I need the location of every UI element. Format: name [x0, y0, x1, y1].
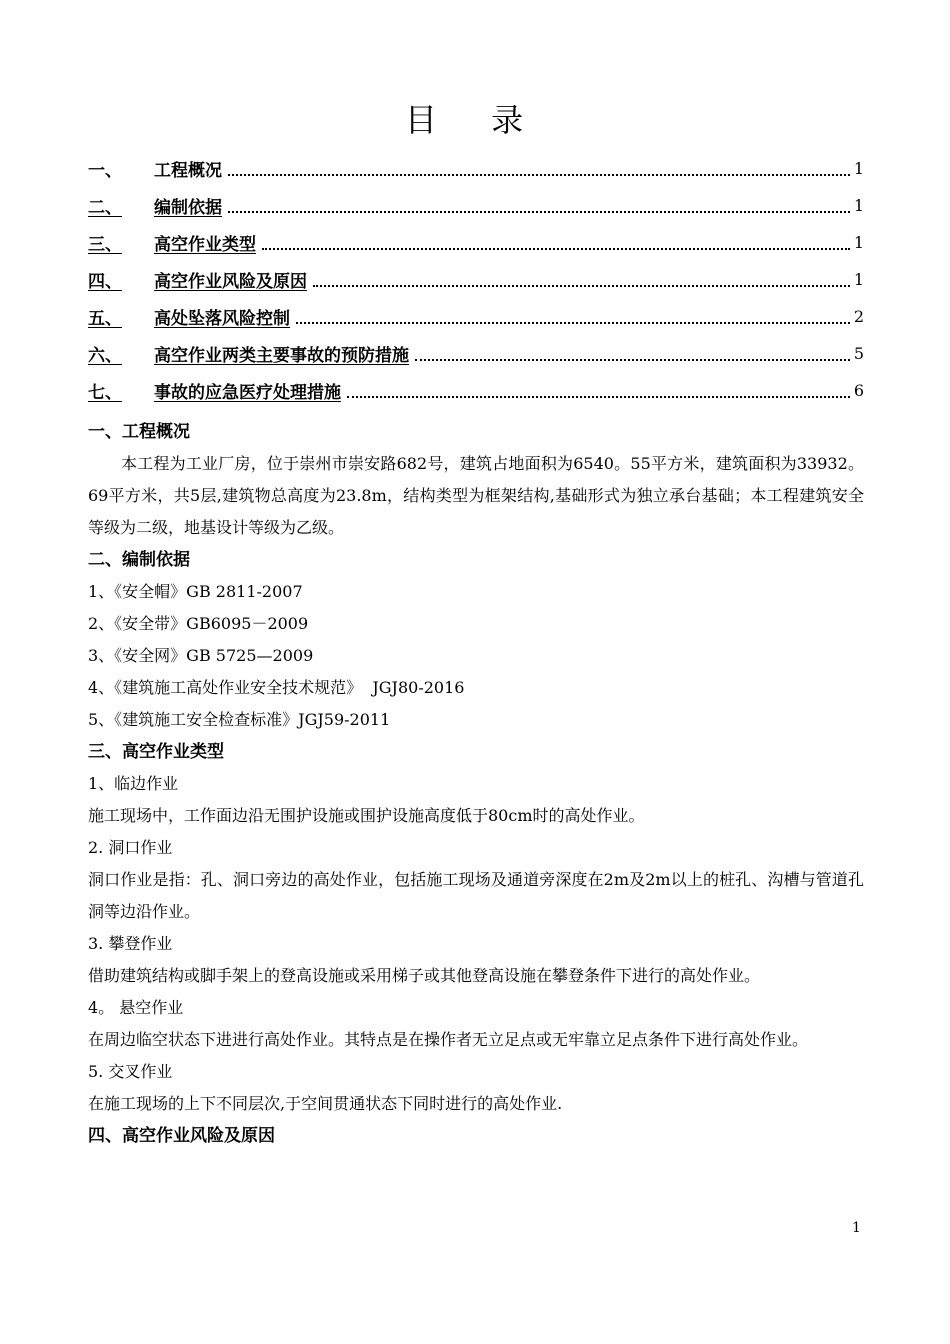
toc-leader-dots	[415, 347, 850, 361]
subsection-title: 3. 攀登作业	[88, 934, 173, 953]
toc-leader-dots	[313, 273, 850, 287]
toc-entry[interactable]	[88, 187, 864, 224]
toc-entry[interactable]	[88, 372, 864, 409]
toc-leader-dots	[347, 384, 850, 398]
page-number: 1	[852, 1220, 861, 1236]
toc-entry-page: 2	[853, 307, 864, 326]
paragraph: 借助建筑结构或脚手架上的登高设施或采用梯子或其他登高设施在攀登条件下进行的高处作业。	[88, 966, 761, 985]
toc-entry-title: 工程概况	[154, 161, 222, 181]
toc-entry-page: 1	[853, 196, 864, 215]
toc-title: 目 录	[404, 101, 546, 139]
toc-entry-number: 六、	[88, 346, 122, 366]
subsection-title: 4。 悬空作业	[88, 998, 184, 1017]
toc-entry[interactable]	[88, 335, 864, 372]
paragraph: 在周边临空状态下进进行高处作业。其特点是在操作者无立足点或无牢靠立足点条件下进行高处作业。	[88, 1030, 809, 1049]
toc-entry-page: 6	[853, 381, 864, 400]
list-item: 4、《建筑施工高处作业安全技术规范》 JGJ80-2016	[88, 678, 465, 697]
paragraph: 在施工现场的上下不同层次,于空间贯通状态下同时进行的高处作业.	[88, 1094, 563, 1113]
subsection-title: 5. 交叉作业	[88, 1062, 173, 1081]
list-item: 1、《安全帽》GB 2811-2007	[88, 582, 303, 601]
toc-entry-number: 四、	[88, 272, 122, 292]
list-item: 2、《安全带》GB6095－2009	[88, 614, 309, 633]
paragraph: 洞口作业是指：孔、洞口旁边的高处作业，包括施工现场及通道旁深度在2m及2m以上的桩孔、沟槽与管道孔洞等边沿作业。	[88, 870, 864, 921]
toc-entry-page: 5	[853, 344, 864, 363]
toc-leader-dots	[228, 162, 850, 176]
subsection-title: 2. 洞口作业	[88, 838, 173, 857]
section-heading: 四、高空作业风险及原因	[88, 1126, 275, 1146]
toc-entry-number: 七、	[88, 383, 122, 403]
paragraph: 本工程为工业厂房，位于崇州市崇安路682号，建筑占地面积为6540。55平方米，建筑面积为33932。69平方米，共5层,建筑物总高度为23.8m，结构类型为框架结构,基础形式为独立承台基础；本工程建筑安全等级为二级，地基设计等级为乙级。	[88, 454, 864, 537]
toc-entry-number: 五、	[88, 309, 122, 329]
toc-entry[interactable]	[88, 150, 864, 187]
section-heading: 二、编制依据	[88, 550, 190, 570]
toc-entry-number: 二、	[88, 198, 122, 218]
subsection-title: 1、临边作业	[88, 774, 179, 793]
toc-entry-number: 一、	[88, 161, 122, 181]
toc-entry-title: 编制依据	[154, 198, 222, 218]
toc-entry-page: 1	[853, 233, 864, 252]
toc-entry[interactable]	[88, 298, 864, 335]
section-heading: 一、工程概况	[88, 422, 190, 442]
toc-entry-title: 高处坠落风险控制	[154, 309, 290, 329]
toc-entry-number: 三、	[88, 235, 122, 255]
document-body	[88, 416, 864, 1152]
table-of-contents	[88, 150, 864, 409]
toc-entry-title: 事故的应急医疗处理措施	[154, 383, 341, 403]
toc-leader-dots	[262, 236, 850, 250]
toc-entry[interactable]	[88, 224, 864, 261]
paragraph: 施工现场中，工作面边沿无围护设施或围护设施高度低于80cm时的高处作业。	[88, 806, 645, 825]
toc-leader-dots	[228, 199, 850, 213]
toc-entry-page: 1	[853, 159, 864, 178]
toc-entry-page: 1	[853, 270, 864, 289]
section-heading: 三、高空作业类型	[88, 742, 224, 762]
toc-leader-dots	[296, 310, 850, 324]
toc-entry-title: 高空作业风险及原因	[154, 272, 307, 292]
toc-entry[interactable]	[88, 261, 864, 298]
list-item: 3、《安全网》GB 5725—2009	[88, 646, 314, 665]
list-item: 5、《建筑施工安全检查标准》JGJ59-2011	[88, 710, 391, 729]
toc-entry-title: 高空作业类型	[154, 235, 256, 255]
toc-entry-title: 高空作业两类主要事故的预防措施	[154, 346, 409, 366]
